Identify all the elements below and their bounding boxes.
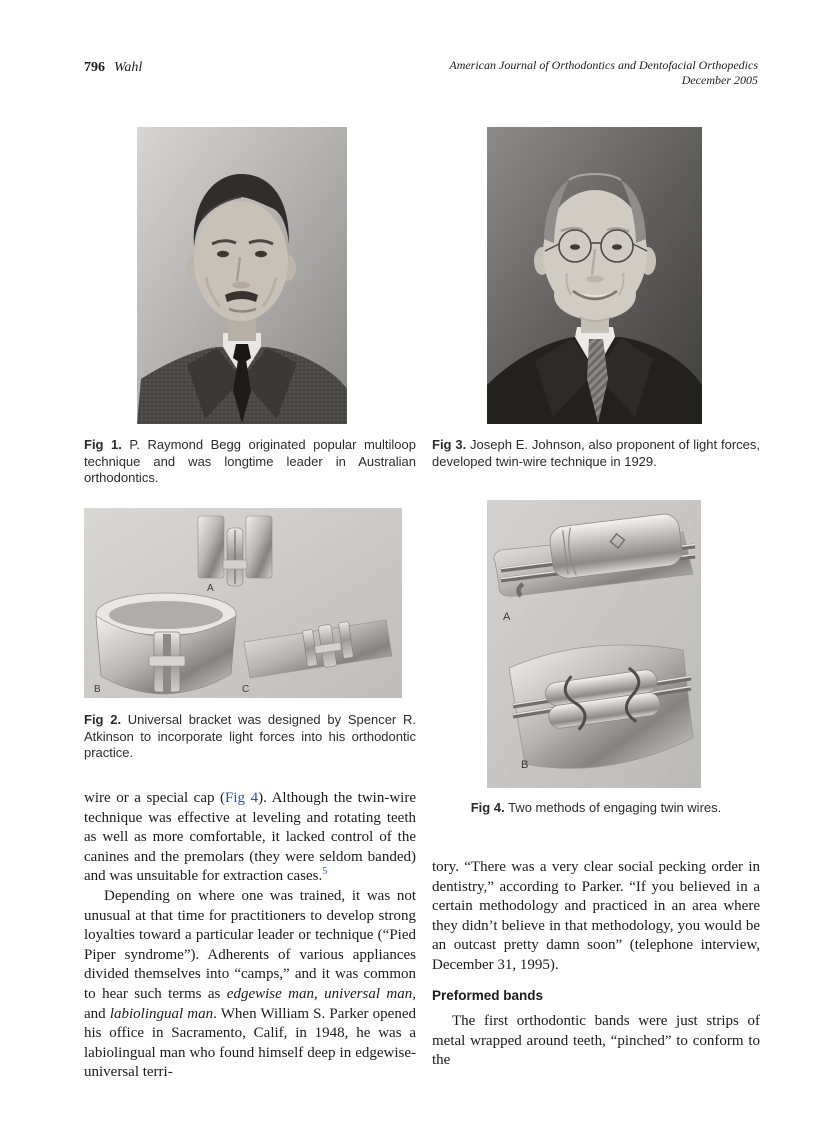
fig1-photo-begg-portrait	[137, 127, 347, 424]
fig2-caption	[84, 712, 416, 762]
author-name: Wahl	[114, 60, 143, 75]
fig2-caption-text: Universal bracket was designed by Spencer R. Atkinson to incorporate light forces into his orthodontic practice.	[84, 712, 416, 760]
fig4-part-label-b: B	[521, 759, 529, 771]
paragraph-pecking-order: tory. “There was a very clear social pecking order in dentistry,” according to Parker. “If you believed in a certain methodology and practiced in an area where they didn’t believe in that methodology, you would be an outcast pretty damn soon” (telephone interview, December 31, 1995).	[432, 859, 760, 973]
journal-name: American Journal of Orthodontics and Dentofacial Orthopedics	[449, 58, 758, 72]
fig1-caption	[84, 437, 416, 487]
body-text-run: Depending on where one was trained, it was not unusual at that time for practitioners to develop strong loyalties toward a particular leader or technique (“Pied Piper syndrome”). Adherents of various appliances divided themselves into “camps,” and it was common to hear such terms as	[84, 887, 416, 1002]
term-labiolingual-man: labiolingual man	[109, 1005, 214, 1022]
body-text-run: ,	[314, 985, 325, 1002]
fig1-caption-text: P. Raymond Begg originated popular multiloop technique and was longtime leader in Australian orthodontics.	[84, 437, 416, 485]
fig4-illustration-twin-wires	[487, 500, 701, 788]
paragraph-pied-piper	[84, 887, 416, 1083]
fig4-label: Fig 4.	[470, 800, 505, 815]
begg-portrait-illustration	[137, 127, 347, 424]
body-text-run: , and	[84, 985, 416, 1022]
section-heading-preformed-bands: Preformed bands	[432, 987, 544, 1003]
paragraph-preformed-bands: The first orthodontic bands were just strips of metal wrapped around teeth, “pinched” to conform to the	[432, 1013, 760, 1069]
fig2-part-label-a: A	[207, 583, 214, 594]
body-text-run: ). Although the twin-wire technique was effective at leveling and rotating teeth as well as more comfortable, it lacked control of the canines and the premolars (they were seldom banded) and was unsuitable for extraction cases.	[84, 790, 416, 885]
body-text-run: . When William S. Parker opened his office in Sacramento, Calif, in 1948, he was a labiolingual man who found himself deep in edgewise-universal terri-	[84, 1005, 416, 1081]
fig3-caption	[432, 437, 760, 470]
fig2-illustration-universal-bracket	[84, 508, 402, 698]
paragraph-twin-wire	[84, 789, 416, 887]
running-head-right	[449, 58, 758, 88]
fig4-method-b	[509, 645, 693, 769]
issue-date: December 2005	[681, 73, 758, 87]
fig2-label: Fig 2.	[84, 712, 122, 727]
page-number: 796	[84, 60, 105, 75]
term-edgewise-man: edgewise man	[226, 985, 315, 1002]
fig1-label: Fig 1.	[84, 437, 122, 452]
left-column-body	[84, 789, 416, 1083]
fig3-caption-text: Joseph E. Johnson, also proponent of light forces, developed twin-wire technique in 1929.	[432, 437, 760, 469]
johnson-portrait-illustration	[487, 127, 702, 424]
twin-wire-drawing	[487, 500, 701, 788]
right-column-body	[432, 858, 760, 1071]
fig3-label: Fig 3.	[432, 437, 467, 452]
fig4-crossref-link[interactable]: Fig 4	[225, 790, 259, 806]
fig2-part-b	[96, 593, 236, 694]
running-head-left	[84, 60, 142, 76]
body-text-run: wire or a special cap (	[84, 790, 226, 806]
fig4-part-label-a: A	[503, 611, 511, 623]
fig4-caption	[432, 800, 760, 817]
fig4-caption-text: Two methods of engaging twin wires.	[508, 800, 722, 815]
fig2-part-label-c: C	[242, 684, 250, 695]
fig2-part-label-b: B	[94, 684, 101, 695]
universal-bracket-drawing	[84, 508, 402, 698]
fig3-photo-johnson-portrait	[487, 127, 702, 424]
term-universal-man: universal man	[324, 985, 413, 1002]
reference-5-link[interactable]: 5	[322, 866, 328, 878]
